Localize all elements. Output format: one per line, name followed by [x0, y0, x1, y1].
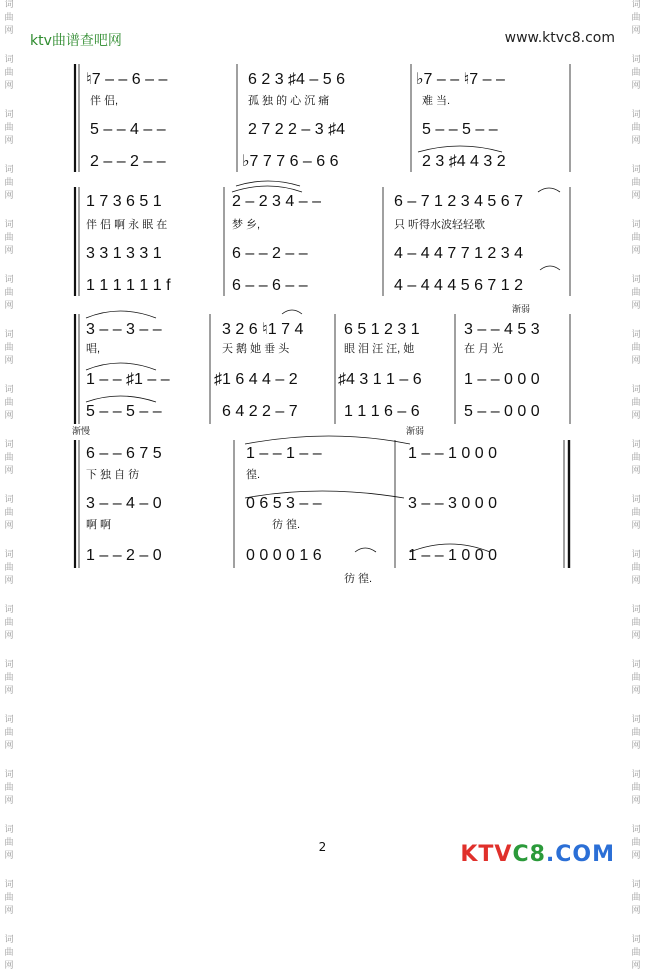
- watermark-char: 词: [4, 55, 14, 65]
- watermark-char: 曲: [631, 13, 641, 23]
- watermark-char: 曲: [631, 563, 641, 573]
- watermark-char: 曲: [4, 893, 14, 903]
- watermark-char: 曲: [4, 288, 14, 298]
- s3-l3-b4: 1 – – 0 0 0: [464, 371, 540, 388]
- watermark-char: 网: [4, 26, 14, 36]
- watermark-char: 曲: [631, 893, 641, 903]
- watermark-char: 网: [4, 301, 14, 311]
- watermark-char: 网: [631, 796, 641, 806]
- watermark-char: 网: [631, 411, 641, 421]
- watermark-char: 网: [631, 631, 641, 641]
- watermark-char: 词: [4, 0, 14, 10]
- s3-l2-b4: 在 月 光: [464, 343, 504, 355]
- s3-l3-b1: 1 – – ♯1 – –: [86, 371, 170, 388]
- watermark-char: 曲: [631, 288, 641, 298]
- watermark-char: 曲: [4, 838, 14, 848]
- s2-l1-b1: 1 7 3 6 5 1: [86, 193, 162, 210]
- s4-l5-b2: 0 0 0 0 1 6: [246, 547, 322, 564]
- watermark-char: 曲: [4, 563, 14, 573]
- s2-l4-b3: 4 – 4 4 4 5 6 7 1 2: [394, 277, 523, 294]
- watermark-char: 网: [631, 576, 641, 586]
- watermark-char: 曲: [631, 948, 641, 958]
- watermark-char: 词: [4, 550, 14, 560]
- watermark-char: 曲: [4, 178, 14, 188]
- watermark-char: 词: [4, 330, 14, 340]
- watermark-char: 曲: [4, 233, 14, 243]
- watermark-char: 词: [631, 880, 641, 890]
- s1-l1-b3: ♭7 – – ♮7 – –: [416, 71, 505, 88]
- watermark-char: 曲: [631, 508, 641, 518]
- watermark-char: 词: [631, 165, 641, 175]
- s1-l2-b1: 伴 侣,: [90, 95, 119, 107]
- s2-l2-b1: 伴 侣 啊 永 眠 在: [86, 219, 168, 231]
- s4-l4-b1: 啊 啊: [86, 519, 112, 531]
- watermark-char: 网: [4, 356, 14, 366]
- watermark-char: 词: [4, 935, 14, 945]
- watermark-char: 网: [631, 136, 641, 146]
- s2-l4-b1: 1 1 1 1 1 1 f: [86, 277, 171, 294]
- s2-l3-b3: 4 – 4 4 7 7 1 2 3 4: [394, 245, 523, 262]
- s3-l1-b3: 6 5 1 2 3 1: [344, 321, 420, 338]
- s4-l2-b2: 徨.: [246, 469, 261, 481]
- watermark-char: 曲: [631, 343, 641, 353]
- s1-l2-b3: 难 当.: [422, 95, 451, 107]
- watermark-char: 网: [4, 906, 14, 916]
- watermark-char: 词: [631, 330, 641, 340]
- watermark-char: 词: [4, 605, 14, 615]
- s3-l2-b2: 天 鹅 她 垂 头: [222, 343, 290, 355]
- watermark-char: 网: [631, 851, 641, 861]
- watermark-char: 曲: [631, 618, 641, 628]
- watermark-char: 网: [4, 411, 14, 421]
- s4-l3-b1: 3 – – 4 – 0: [86, 495, 162, 512]
- s3-mark-decresc: 渐弱: [512, 304, 531, 314]
- watermark-char: 词: [631, 605, 641, 615]
- watermark-char: 曲: [4, 453, 14, 463]
- watermark-char: 网: [4, 466, 14, 476]
- watermark-char: 词: [4, 660, 14, 670]
- watermark-char: 曲: [631, 123, 641, 133]
- watermark-char: 曲: [4, 728, 14, 738]
- s3-l1-b4: 3 – – 4 5 3: [464, 321, 540, 338]
- watermark-char: 曲: [4, 618, 14, 628]
- watermark-char: 曲: [4, 343, 14, 353]
- watermark-char: 网: [4, 191, 14, 201]
- watermark-char: 词: [631, 495, 641, 505]
- watermark-char: 词: [4, 715, 14, 725]
- watermark-char: 网: [4, 246, 14, 256]
- page-number: 2: [318, 840, 327, 854]
- s3-l4-b4: 5 – – 0 0 0: [464, 403, 540, 420]
- s4-l3-b2: 0 6 5 3 – –: [246, 495, 322, 512]
- s1-l4-b2: ♭7 7 7 6 – 6 6: [242, 153, 339, 170]
- s1-l1-b1: ♮7 – – 6 – –: [86, 71, 168, 88]
- watermark-char: 网: [631, 686, 641, 696]
- site-url: www.ktvc8.com: [504, 30, 615, 46]
- s2-l3-b1: 3 3 1 3 3 1: [86, 245, 162, 262]
- watermark-char: 曲: [631, 783, 641, 793]
- s4-l1-b2: 1 – – 1 – –: [246, 445, 322, 462]
- watermark-char: 曲: [631, 233, 641, 243]
- watermark-char: 网: [631, 741, 641, 751]
- watermark-char: 词: [631, 660, 641, 670]
- watermark-char: 词: [4, 220, 14, 230]
- s4-l5-b3: 1 – – 1 0 0 0: [408, 547, 497, 564]
- s3-l2-b3: 眼 泪 汪 汪, 她: [344, 343, 415, 355]
- s4-l1-b1: 6 – – 6 7 5: [86, 445, 162, 462]
- s4-l1-b3: 1 – – 1 0 0 0: [408, 445, 497, 462]
- s4-l4-b2: 彷 徨.: [272, 519, 301, 531]
- watermark-char: 网: [4, 631, 14, 641]
- watermark-char: 词: [631, 715, 641, 725]
- s1-l3-b3: 5 – – 5 – –: [422, 121, 498, 138]
- watermark-char: 网: [4, 81, 14, 91]
- watermark-char: 词: [4, 440, 14, 450]
- watermark-char: 网: [4, 576, 14, 586]
- s3-l3-b3: ♯4 3 1 1 – 6: [338, 371, 422, 388]
- watermark-char: 曲: [4, 783, 14, 793]
- watermark-char: 词: [631, 0, 641, 10]
- s1-l4-b3: 2 3 ♯4 4 3 2: [422, 153, 506, 170]
- s3-l2-b1: 唱,: [86, 343, 101, 355]
- watermark-char: 网: [631, 521, 641, 531]
- watermark-char: 词: [631, 110, 641, 120]
- watermark-char: 网: [4, 961, 14, 971]
- s4-mark-decresc: 渐弱: [406, 426, 425, 436]
- watermark-char: 网: [4, 136, 14, 146]
- watermark-char: 曲: [4, 68, 14, 78]
- watermark-char: 曲: [631, 453, 641, 463]
- s2-l4-b2: 6 – – 6 – –: [232, 277, 308, 294]
- watermark-char: 曲: [631, 398, 641, 408]
- s3-l4-b1: 5 – – 5 – –: [86, 403, 162, 420]
- watermark-char: 词: [631, 550, 641, 560]
- watermark-char: 网: [4, 851, 14, 861]
- watermark-char: 网: [631, 191, 641, 201]
- watermark-char: 曲: [631, 673, 641, 683]
- watermark-char: 词: [631, 55, 641, 65]
- s4-mark-ritard: 渐慢: [72, 426, 91, 436]
- s2-l3-b2: 6 – – 2 – –: [232, 245, 308, 262]
- watermark-char: 曲: [4, 123, 14, 133]
- watermark-char: 词: [631, 825, 641, 835]
- watermark-char: 网: [631, 81, 641, 91]
- watermark-char: 词: [4, 880, 14, 890]
- watermark-char: 词: [631, 770, 641, 780]
- watermark-char: 曲: [631, 68, 641, 78]
- s1-l3-b2: 2 7 2 2 – 3 ♯4: [248, 121, 345, 138]
- watermark-char: 曲: [4, 508, 14, 518]
- watermark-char: 词: [4, 165, 14, 175]
- watermark-char: 曲: [4, 673, 14, 683]
- watermark-char: 词: [4, 110, 14, 120]
- s4-l6-b2: 彷 徨.: [344, 573, 373, 585]
- watermark-char: 曲: [631, 838, 641, 848]
- watermark-char: 网: [4, 741, 14, 751]
- s1-l4-b1: 2 – – 2 – –: [90, 153, 166, 170]
- s3-l4-b2: 6 4 2 2 – 7: [222, 403, 298, 420]
- watermark-char: 词: [631, 385, 641, 395]
- s2-l1-b2: 2 – 2 3 4 – –: [232, 193, 321, 210]
- watermark-char: 网: [631, 466, 641, 476]
- s4-l5-b1: 1 – – 2 – 0: [86, 547, 162, 564]
- watermark-char: 词: [631, 275, 641, 285]
- s1-l3-b1: 5 – – 4 – –: [90, 121, 166, 138]
- watermark-char: 网: [631, 961, 641, 971]
- logo-part-c8: C8: [512, 842, 546, 867]
- s2-l2-b3: 只 听得水波轻轻歌: [394, 219, 486, 231]
- watermark-char: 词: [4, 825, 14, 835]
- watermark-char: 曲: [4, 948, 14, 958]
- logo-part-com: .COM: [545, 842, 615, 867]
- s1-l2-b2: 孤 独 的 心 沉 痛: [248, 95, 330, 107]
- watermark-char: 词: [4, 275, 14, 285]
- watermark-char: 词: [631, 440, 641, 450]
- watermark-char: 网: [631, 246, 641, 256]
- watermark-char: 词: [4, 495, 14, 505]
- watermark-char: 网: [4, 686, 14, 696]
- s1-l1-b2: 6 2 3 ♯4 – 5 6: [248, 71, 345, 88]
- watermark-char: 词: [4, 770, 14, 780]
- watermark-char: 网: [631, 26, 641, 36]
- s3-l4-b3: 1 1 1 6 – 6: [344, 403, 420, 420]
- watermark-char: 曲: [631, 178, 641, 188]
- watermark-char: 曲: [4, 398, 14, 408]
- watermark-char: 网: [631, 301, 641, 311]
- s2-l2-b2: 梦 乡,: [232, 219, 261, 231]
- site-logo: [460, 842, 615, 867]
- watermark-char: 词: [4, 385, 14, 395]
- watermark-char: 网: [631, 906, 641, 916]
- watermark-char: 词: [631, 220, 641, 230]
- s2-l1-b3: 6 – 7 1 2 3 4 5 6 7: [394, 193, 523, 210]
- s3-l1-b1: 3 – – 3 – –: [86, 321, 162, 338]
- site-name: ktv曲谱查吧网: [30, 33, 122, 49]
- watermark-char: 曲: [4, 13, 14, 23]
- watermark-char: 词: [631, 935, 641, 945]
- watermark-char: 网: [4, 521, 14, 531]
- watermark-char: 网: [631, 356, 641, 366]
- s3-l3-b2: ♯1 6 4 4 – 2: [214, 371, 298, 388]
- s4-l2-b1: 下 独 自 彷: [86, 469, 140, 481]
- watermark-char: 曲: [631, 728, 641, 738]
- watermark-char: 网: [4, 796, 14, 806]
- logo-part-ktv: KTV: [460, 842, 513, 867]
- s3-l1-b2: 3 2 6 ♮1 7 4: [222, 321, 304, 338]
- s4-l3-b3: 3 – – 3 0 0 0: [408, 495, 497, 512]
